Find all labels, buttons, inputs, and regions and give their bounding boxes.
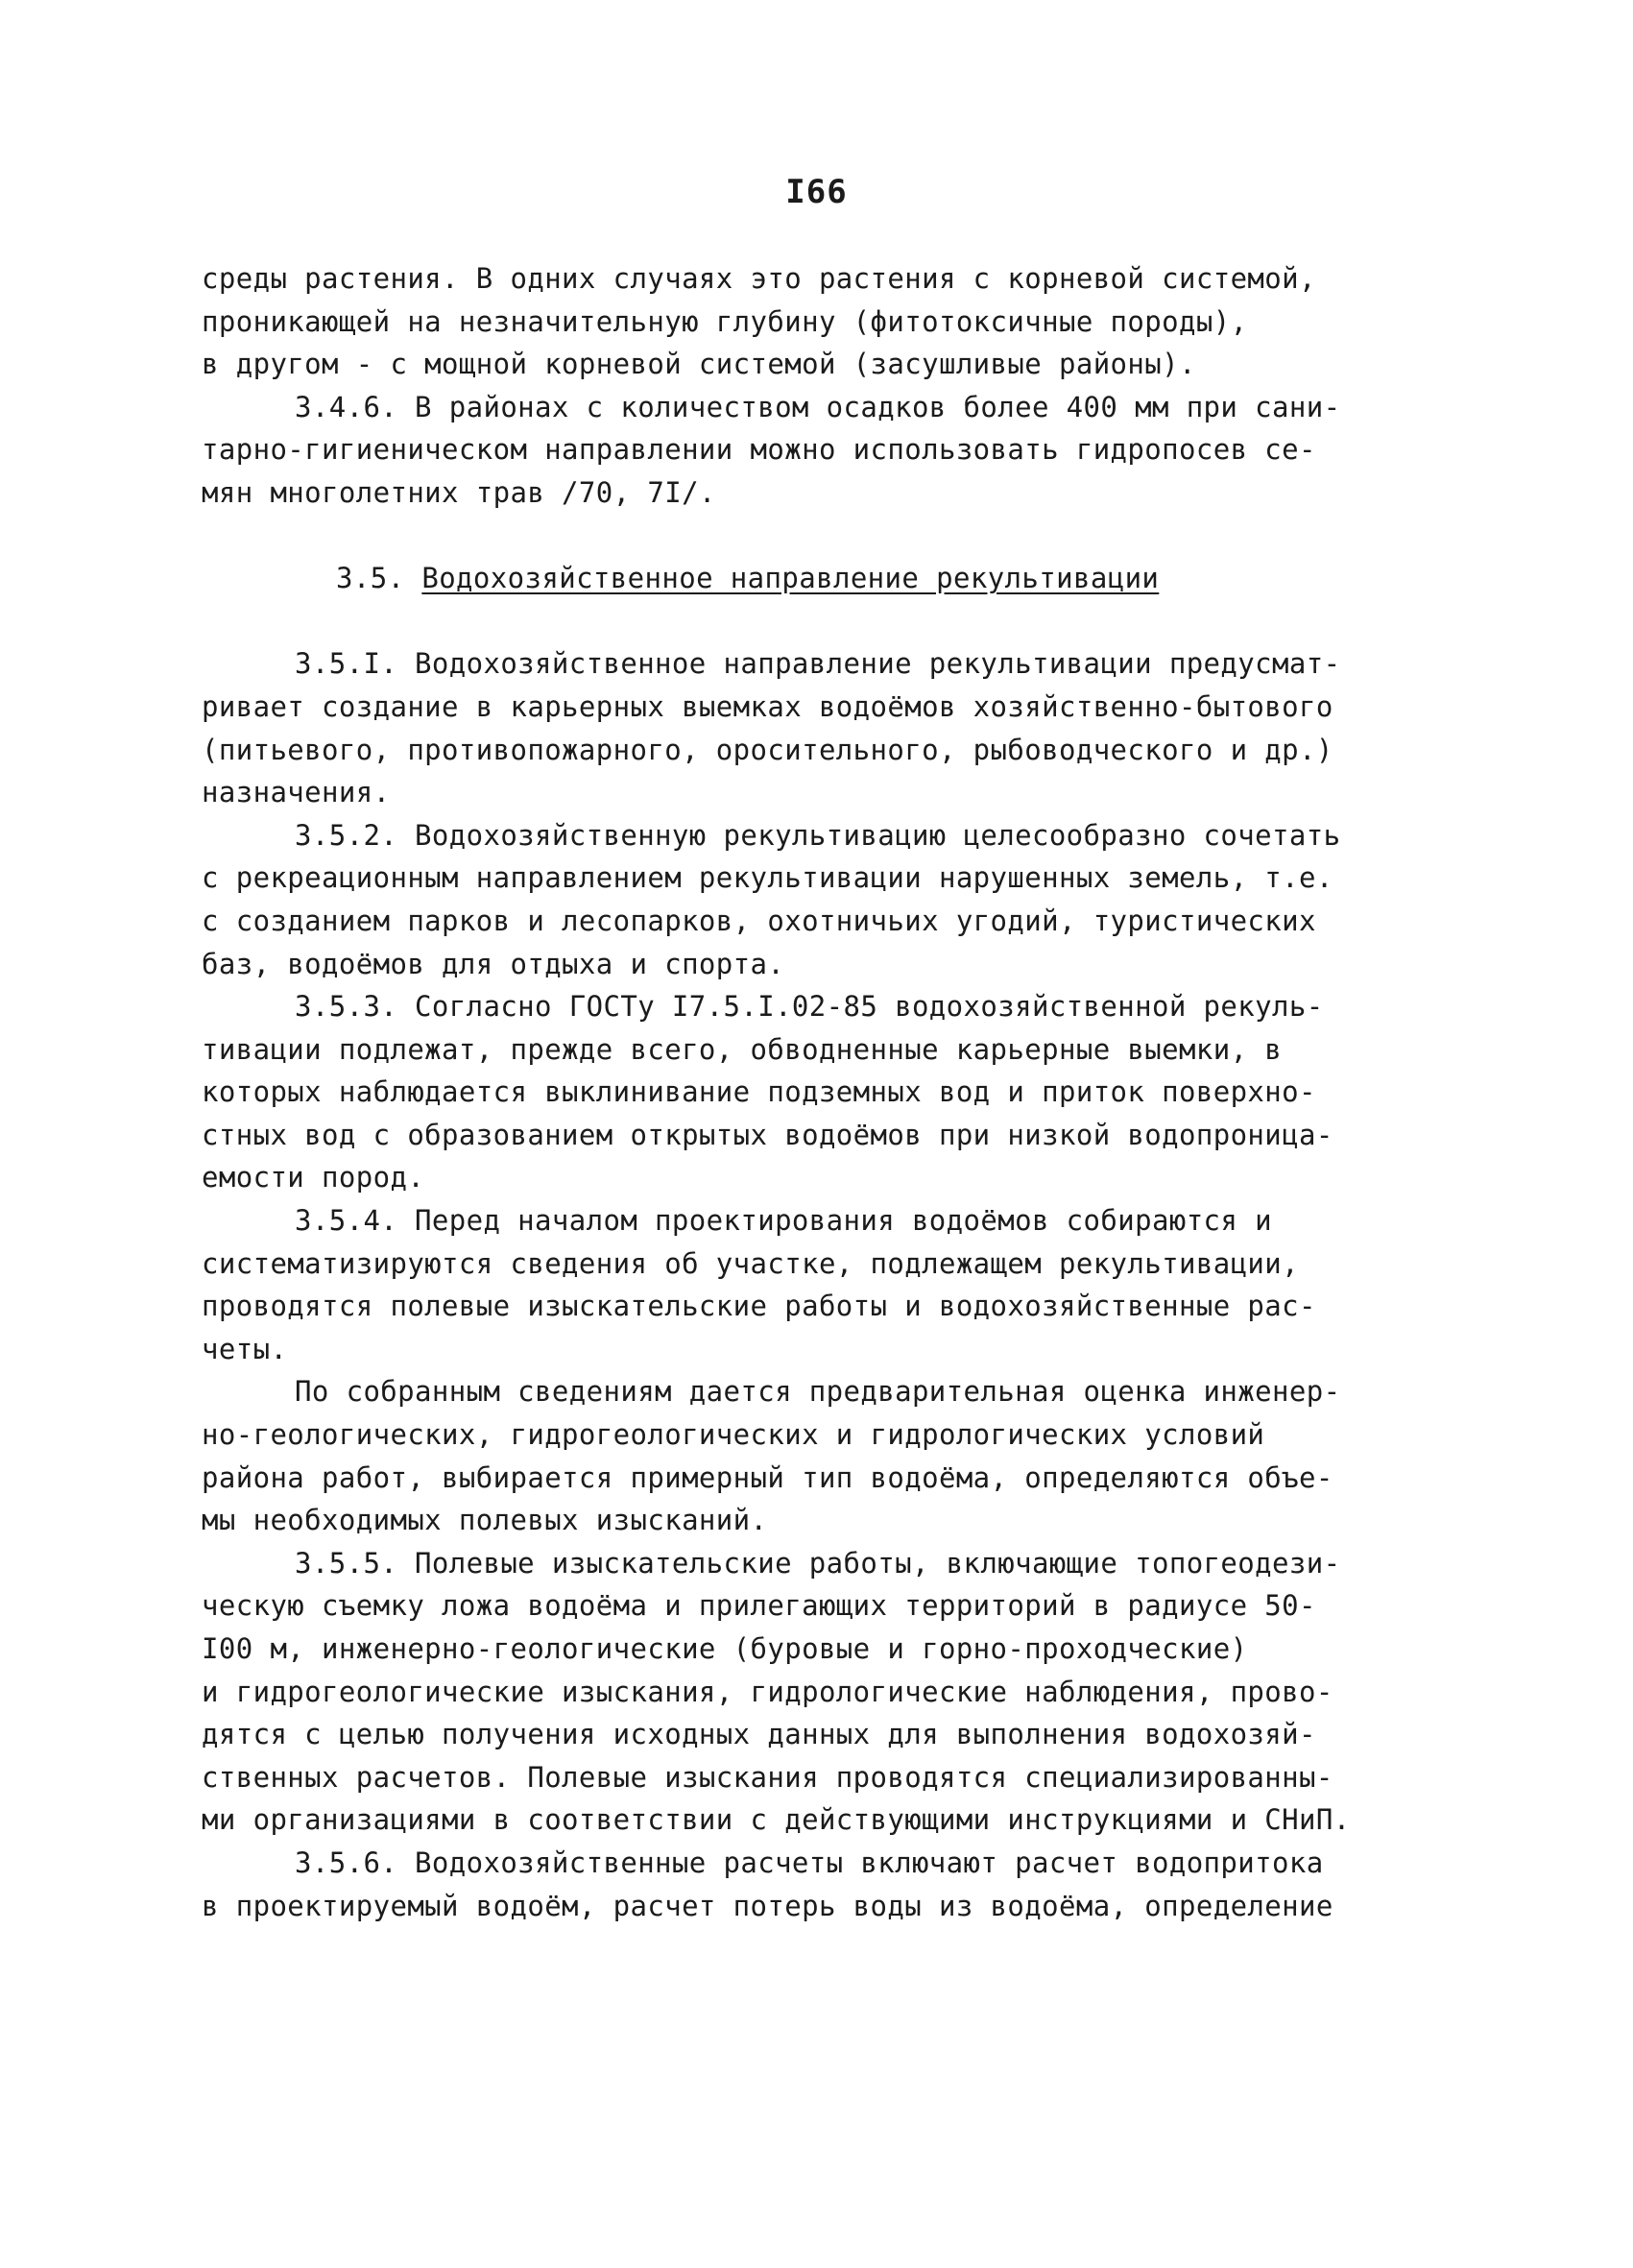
page-number: I66 — [785, 173, 848, 211]
text-line: мы необходимых полевых изысканий. — [202, 1504, 768, 1537]
paragraph-start-3-4-6: 3.4.6. В районах с количеством осадков более 400 мм при сани- — [295, 390, 1341, 423]
text-line: и гидрогеологические изыскания, гидрологические наблюдения, прово- — [202, 1675, 1333, 1708]
text-line: I00 м, инженерно-геологические (буровые и горно-проходческие) — [202, 1632, 1248, 1665]
text-line: баз, водоёмов для отдыха и спорта. — [202, 947, 785, 980]
text-line: тивации подлежат, прежде всего, обводненные карьерные выемки, в — [202, 1032, 1283, 1066]
text-line: проводятся полевые изыскательские работы и водохозяйственные рас- — [202, 1290, 1316, 1323]
text-line: района работ, выбирается примерный тип водоёма, определяются объе- — [202, 1460, 1333, 1494]
paragraph-start-3-5-3: 3.5.3. Согласно ГОСТу I7.5.I.02-85 водохозяйственной рекуль- — [295, 990, 1324, 1024]
text-line: тарно-гигиеническом направлении можно использовать гидропосев се- — [202, 433, 1316, 467]
text-line: ственных расчетов. Полевые изыскания проводятся специализированны- — [202, 1760, 1333, 1794]
paragraph-start-3-5-6: 3.5.6. Водохозяйственные расчеты включают расчет водопритока — [295, 1846, 1324, 1879]
text-line: ми организациями в соответствии с действующими инструкциями и СНиП. — [202, 1803, 1351, 1837]
text-line: ривает создание в карьерных выемках водоёмов хозяйственно-бытового — [202, 689, 1333, 723]
text-line: в другом - с мощной корневой системой (засушливые районы). — [202, 348, 1196, 381]
paragraph-start-3-5-2: 3.5.2. Водохозяйственную рекультивацию целесообразно сочетать — [295, 818, 1341, 852]
text-line: четы. — [202, 1332, 288, 1365]
text-line: дятся с целью получения исходных данных для выполнения водохозяй- — [202, 1718, 1316, 1751]
text-line: систематизируются сведения об участке, подлежащем рекультивации, — [202, 1246, 1300, 1280]
text-line: в проектируемый водоём, расчет потерь воды из водоёма, определение — [202, 1889, 1333, 1922]
paragraph-start: По собранным сведениям дается предварительная оценка инженер- — [295, 1375, 1341, 1409]
text-line: (питьевого, противопожарного, оросительного, рыбоводческого и др.) — [202, 733, 1333, 766]
text-line: среды растения. В одних случаях это растения с корневой системой, — [202, 262, 1316, 295]
blank-line — [202, 600, 1450, 643]
text-line: назначения. — [202, 776, 391, 809]
text-line: но-геологических, гидрогеологических и гидрологических условий — [202, 1418, 1265, 1452]
text-line: которых наблюдается выклинивание подземных вод и приток поверхно- — [202, 1075, 1316, 1109]
text-line: мян многолетних трав /70, 7I/. — [202, 475, 716, 509]
body-text — [202, 257, 1450, 1927]
text-line: стных вод с образованием открытых водоёмов при низкой водопроница- — [202, 1118, 1333, 1151]
text-line: с рекреационным направлением рекультивации нарушенных земель, т.е. — [202, 861, 1333, 895]
text-line: с созданием парков и лесопарков, охотничьих угодий, туристических — [202, 904, 1316, 937]
text-line: проникающей на незначительную глубину (фитотоксичные породы), — [202, 304, 1248, 338]
text-line: ческую съемку ложа водоёма и прилегающих территорий в радиусе 50- — [202, 1589, 1316, 1623]
paragraph-start-3-5-4: 3.5.4. Перед началом проектирования водоёмов собираются и — [295, 1204, 1272, 1238]
paragraph-start-3-5-5: 3.5.5. Полевые изыскательские работы, включающие топогеодези- — [295, 1546, 1341, 1580]
paragraph-start-3-5-1: 3.5.I. Водохозяйственное направление рекультивации предусмат- — [295, 647, 1341, 681]
section-heading — [202, 557, 1450, 600]
section-number: 3.5. — [336, 562, 405, 595]
section-title: Водохозяйственное направление рекультивации — [421, 562, 1160, 595]
blank-line — [202, 515, 1450, 558]
text-line: емости пород. — [202, 1161, 425, 1194]
